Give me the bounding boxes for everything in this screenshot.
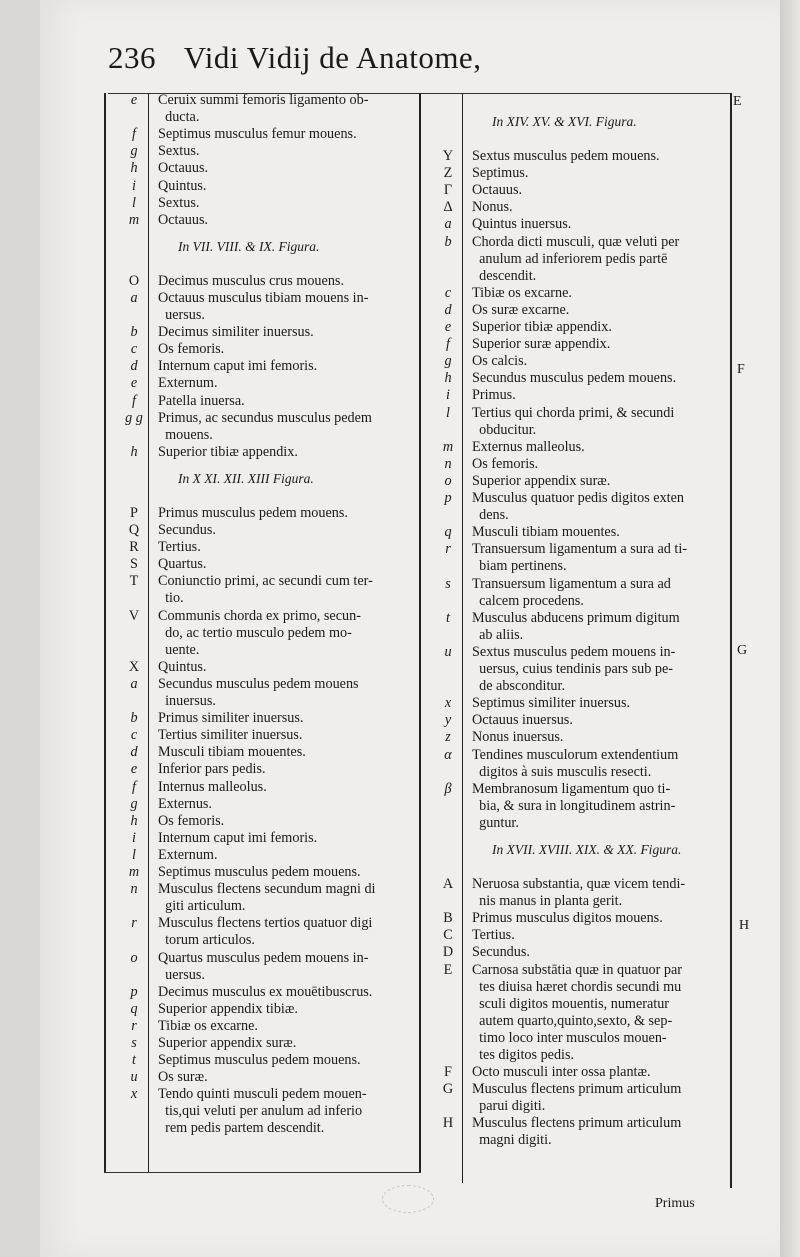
legend-key: e	[444, 319, 452, 335]
legend-text: Octauus.	[472, 182, 523, 199]
legend-text: Octauus.	[158, 211, 209, 228]
legend-text: Superior appendix suræ.	[472, 472, 611, 489]
legend-text: Superior suræ appendix.	[472, 336, 611, 353]
legend-text: Quintus.	[158, 658, 207, 675]
legend-key: g g	[125, 409, 143, 426]
right-legend-column	[434, 104, 734, 1184]
legend-key: i	[132, 177, 136, 194]
legend-text: Septimus similiter inuersus.	[472, 695, 631, 712]
legend-text: Os suræ excarne.	[472, 301, 570, 318]
legend-text: Ceruix summi femoris ligamento ob- ducta.	[158, 92, 369, 125]
legend-text: Secundus.	[158, 522, 216, 538]
legend-key: u	[130, 1069, 138, 1086]
legend-text: Patella inuersa.	[158, 392, 245, 409]
legend-key: d	[444, 301, 452, 318]
legend-key: p	[444, 490, 452, 506]
legend-key: E	[443, 961, 453, 978]
legend-key: e	[130, 761, 138, 778]
legend-key: c	[130, 341, 138, 358]
legend-key: x	[130, 1086, 138, 1103]
legend-key: f	[132, 392, 136, 409]
legend-text: Decimus musculus ex mouētibuscrus.	[158, 983, 373, 1000]
legend-text: Superior tibiæ appendix.	[472, 319, 612, 335]
legend-text: Octo musculi inter ossa plantæ.	[472, 1064, 651, 1081]
legend-key: b	[444, 233, 452, 250]
legend-key: Δ	[443, 199, 453, 216]
legend-text: Os femoris.	[158, 341, 225, 358]
legend-text: Octauus musculus tibiam mouens in- uersus.	[158, 289, 369, 323]
legend-key: D	[442, 944, 454, 961]
legend-key: O	[128, 272, 140, 289]
catchword: Primus	[655, 1196, 695, 1211]
legend-key: l	[132, 846, 136, 863]
legend-key: a	[444, 216, 452, 233]
legend-text: Externum.	[158, 846, 218, 863]
legend-text: Transuersum ligamentum a sura ad calcem procedens.	[472, 575, 671, 609]
legend-text: Tibiæ os excarne.	[472, 284, 572, 301]
legend-key: c	[130, 727, 138, 744]
legend-text: Externus.	[158, 795, 212, 812]
legend-text: Internum caput imi femoris.	[158, 829, 318, 846]
legend-text: Externus malleolus.	[472, 438, 585, 455]
legend-key: n	[130, 881, 138, 898]
legend-key: X	[128, 658, 140, 675]
legend-key: c	[444, 284, 452, 301]
legend-key: Γ	[443, 182, 453, 199]
legend-text: Primus similiter inuersus.	[158, 710, 304, 727]
legend-text: Sextus musculus pedem mouens in- uersus, cuius tendinis pars sub pe- de absconditur.	[472, 643, 676, 694]
margin-letter: H	[739, 918, 750, 933]
legend-text: Quintus.	[158, 177, 207, 194]
legend-key: o	[130, 949, 138, 966]
margin-letter: F	[737, 362, 745, 377]
legend-text: Os femoris.	[472, 455, 539, 472]
legend-text: Primus.	[472, 387, 516, 404]
legend-key: x	[444, 695, 452, 712]
legend-key: A	[442, 876, 454, 892]
legend-key: o	[444, 472, 452, 489]
legend-key: T	[129, 573, 139, 590]
legend-key: l	[446, 404, 450, 421]
legend-text: Musculi tibiam mouentes.	[472, 524, 620, 541]
legend-text: Musculus flectens secundum magni di giti articulum.	[158, 881, 376, 915]
legend-text: Septimus musculus femur mouens.	[158, 126, 357, 143]
legend-key: f	[132, 778, 136, 795]
legend-key: y	[444, 712, 452, 729]
legend-key: u	[444, 643, 452, 660]
left-legend-column	[120, 92, 420, 1172]
legend-text: Superior appendix tibiæ.	[158, 1000, 298, 1017]
legend-key: B	[443, 910, 453, 927]
legend-text: Octauus inuersus.	[472, 712, 573, 729]
legend-text: Membranosum ligamentum quo ti- bia, & sura in longitudinem astrin- guntur.	[472, 780, 676, 831]
legend-text: Secundus musculus pedem mouens inuersus.	[158, 675, 359, 709]
legend-key: q	[444, 524, 452, 541]
legend-text: Nonus.	[472, 199, 513, 216]
legend-key: m	[128, 864, 140, 880]
legend-text: Tertius.	[158, 539, 201, 556]
figure-section-heading: In VII. VIII. & IX. Figura.	[178, 238, 320, 254]
legend-key: f	[446, 336, 450, 353]
legend-key: C	[443, 927, 453, 944]
legend-key: G	[442, 1081, 454, 1098]
legend-text: Os femoris.	[158, 812, 225, 829]
legend-text: Sextus musculus pedem mouens.	[472, 148, 660, 164]
legend-key: r	[131, 915, 137, 932]
legend-text: Decimus musculus crus mouens.	[158, 272, 344, 289]
library-stamp	[382, 1185, 434, 1213]
legend-key: g	[444, 353, 452, 370]
legend-text: Primus musculus pedem mouens.	[158, 504, 348, 521]
legend-text: Musculi tibiam mouentes.	[158, 744, 306, 761]
legend-text: Carnosa substātia quæ in quatuor par tes diuisa hæret chordis secundi mu sculi digitos mouentis, numeratur autem quarto,quinto,sexto, & sep- timo loco inter musculos mouen- tes digitos pedis.	[472, 961, 683, 1063]
legend-key: s	[445, 575, 451, 592]
legend-text: Secundus.	[472, 944, 530, 961]
legend-key: R	[129, 539, 139, 556]
margin-letter: G	[737, 643, 748, 658]
legend-text: Superior appendix suræ.	[158, 1035, 297, 1051]
legend-key: F	[444, 1064, 452, 1081]
legend-key: e	[130, 375, 138, 392]
legend-text: Coniunctio primi, ac secundi cum ter- tio.	[158, 573, 373, 607]
legend-key: d	[130, 358, 138, 375]
legend-key: e	[130, 92, 138, 108]
legend-text: Musculus quatuor pedis digitos exten dens.	[472, 490, 685, 523]
legend-text: Superior tibiæ appendix.	[158, 443, 298, 460]
page-title: Vidi Vidij de Anatome,	[183, 40, 482, 75]
legend-text: Transuersum ligamentum a sura ad ti- biam pertinens.	[472, 541, 688, 575]
bottom-rule-left	[104, 1172, 421, 1173]
legend-text: Chorda dicti musculi, quæ veluti per anulum ad inferiorem pedis partē descendit.	[472, 233, 680, 284]
legend-key: P	[130, 504, 138, 521]
legend-text: Tendines musculorum extendentium digitos à suis musculis resecti.	[472, 746, 679, 780]
legend-text: Octauus.	[158, 160, 209, 177]
legend-key: m	[128, 211, 140, 228]
legend-text: Musculus abducens primum digitum ab aliis.	[472, 609, 680, 643]
legend-text: Decimus similiter inuersus.	[158, 324, 314, 341]
legend-key: h	[444, 370, 452, 387]
legend-text: Os calcis.	[472, 353, 528, 370]
legend-text: Internum caput imi femoris.	[158, 358, 318, 375]
legend-text: Septimus.	[472, 165, 529, 182]
legend-key: t	[446, 609, 450, 626]
legend-text: Musculus flectens primum articulum parui digiti.	[472, 1081, 682, 1115]
legend-key: t	[132, 1052, 136, 1069]
legend-text: Nonus inuersus.	[472, 729, 564, 746]
margin-letter: E	[733, 94, 742, 109]
legend-text: Quartus musculus pedem mouens in- uersus.	[158, 949, 369, 983]
legend-text: Tendo quinti musculi pedem mouen- tis,qui veluti per anulum ad inferio rem pedis partem descendit.	[158, 1086, 367, 1137]
legend-key: i	[446, 387, 450, 404]
legend-key: Z	[443, 165, 453, 182]
legend-text: Sextus.	[158, 194, 200, 211]
legend-key: V	[128, 607, 140, 624]
legend-text: Septimus musculus pedem mouens.	[158, 864, 361, 880]
legend-text: Os suræ.	[158, 1069, 208, 1086]
legend-key: z	[445, 729, 451, 746]
legend-text: Neruosa substantia, quæ vicem tendi- nis manus in planta gerit.	[472, 876, 686, 909]
legend-text: Communis chorda ex primo, secun- do, ac tertio musculo pedem mo- uente.	[158, 607, 361, 658]
legend-text: Primus musculus digitos mouens.	[472, 910, 663, 927]
legend-key: S	[130, 556, 138, 573]
left-rule	[104, 93, 106, 1173]
legend-text: Primus, ac secundus musculus pedem mouens.	[158, 409, 372, 443]
running-header	[108, 40, 481, 76]
page-number: 236	[108, 40, 156, 75]
legend-key: m	[442, 438, 454, 455]
figure-section-heading: In XIV. XV. & XVI. Figura.	[492, 114, 637, 129]
legend-key: g	[130, 795, 138, 812]
legend-text: Tibiæ os excarne.	[158, 1017, 258, 1034]
legend-text: Inferior pars pedis.	[158, 761, 266, 778]
legend-text: Tertius.	[472, 927, 515, 944]
legend-text: Musculus flectens primum articulum magni digiti.	[472, 1115, 682, 1149]
legend-text: Musculus flectens tertios quatuor digi torum articulos.	[158, 915, 373, 949]
legend-key: b	[130, 710, 138, 727]
legend-key: l	[132, 194, 136, 211]
legend-key: d	[130, 744, 138, 761]
legend-key: β	[444, 780, 452, 797]
figure-section-heading: In XVII. XVIII. XIX. & XX. Figura.	[492, 842, 682, 857]
legend-key: r	[131, 1017, 137, 1034]
legend-key: a	[130, 675, 138, 692]
legend-text: Secundus musculus pedem mouens.	[472, 370, 677, 387]
legend-key: n	[444, 455, 452, 472]
legend-text: Septimus musculus pedem mouens.	[158, 1052, 361, 1069]
legend-key: Y	[442, 148, 454, 164]
page-edge	[780, 0, 800, 1257]
legend-key: b	[130, 324, 138, 341]
legend-text: Internus malleolus.	[158, 778, 267, 795]
legend-key: g	[130, 143, 138, 160]
legend-key: h	[130, 812, 138, 829]
legend-key: H	[442, 1115, 454, 1132]
legend-key: s	[131, 1035, 137, 1051]
legend-text: Quintus inuersus.	[472, 216, 572, 233]
legend-key: q	[130, 1000, 138, 1017]
legend-text: Sextus.	[158, 143, 200, 160]
legend-text: Tertius similiter inuersus.	[158, 727, 303, 744]
legend-text: Tertius qui chorda primi, & secundi obducitur.	[472, 404, 675, 438]
legend-key: h	[130, 443, 138, 460]
legend-key: f	[132, 126, 136, 143]
legend-key: i	[132, 829, 136, 846]
figure-section-heading: In X XI. XII. XIII Figura.	[178, 470, 314, 486]
legend-text: Quartus.	[158, 556, 207, 573]
legend-key: p	[130, 983, 138, 1000]
legend-key: r	[445, 541, 451, 558]
legend-key: Q	[128, 522, 140, 538]
legend-key: α	[444, 746, 452, 763]
legend-key: h	[130, 160, 138, 177]
legend-key: a	[130, 289, 138, 306]
legend-text: Externum.	[158, 375, 218, 392]
